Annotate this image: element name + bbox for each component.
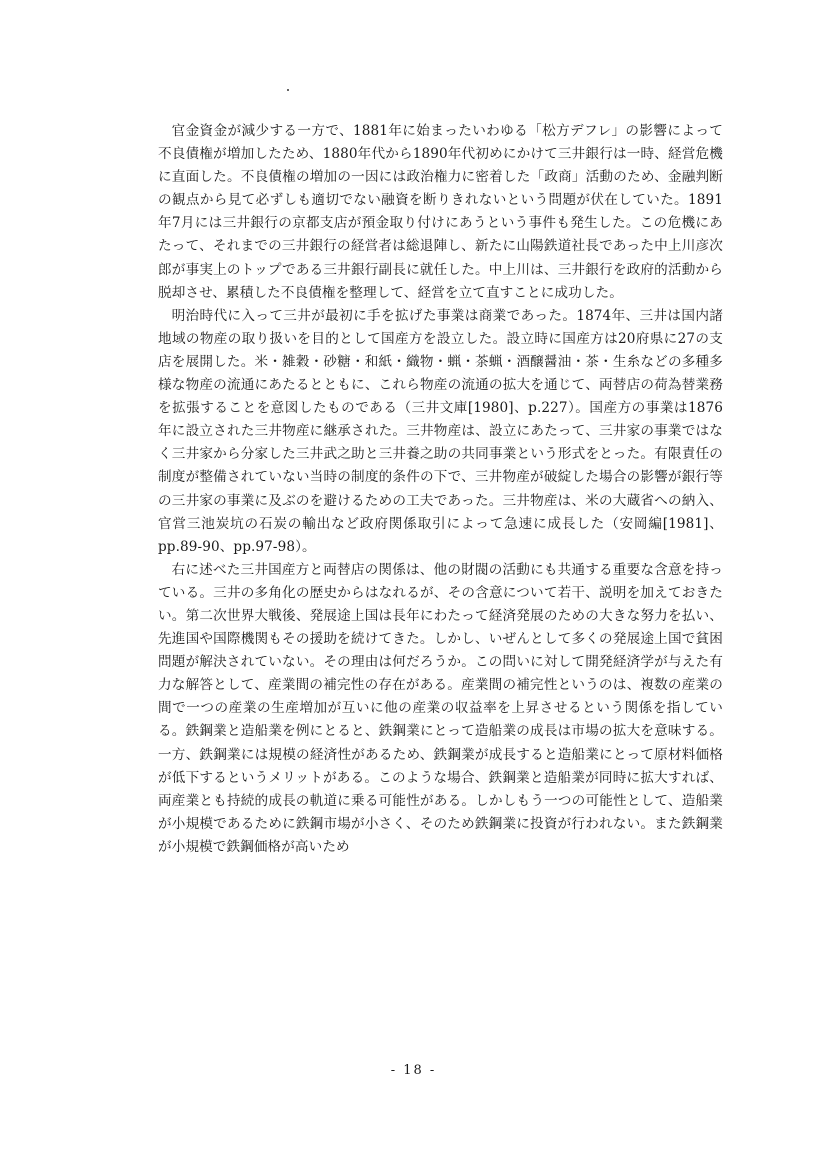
body-text xyxy=(158,120,723,859)
paragraph-3: 右に述べた三井国産方と両替店の関係は、他の財閥の活動にも共通する重要な含意を持っている。三井の多角化の歴史からはなれるが、その含意について若干、説明を加えておきたい。第二次世界大戦後、発展途上国は長年にわたって経済発展のための大きな努力を払い、先進国や国際機関もその援助を続けてきた。しかし、いぜんとして多くの発展途上国で貧困問題が解決されていない。その理由は何だろうか。この問いに対して開発経済学が与えた有力な解答として、産業間の補完性の存在がある。産業間の補完性というのは、複数の産業の間で一つの産業の生産増加が互いに他の産業の収益率を上昇させるという関係を指している。鉄鋼業と造船業を例にとると、鉄鋼業にとって造船業の成長は市場の拡大を意味する。一方、鉄鋼業には規模の経済性があるため、鉄鋼業が成長すると造船業にとって原材料価格が低下するというメリットがある。このような場合、鉄鋼業と造船業が同時に拡大すれば、両産業とも持続的成長の軌道に乗る可能性がある。しかしもう一つの可能性として、造船業が小規模であるために鉄鋼市場が小さく、そのため鉄鋼業に投資が行われない。また鉄鋼業が小規模で鉄鋼価格が高いため xyxy=(158,561,723,855)
paragraph-2: 明治時代に入って三井が最初に手を拡げた事業は商業であった。1874年、三井は国内諸地域の物産の取り扱いを目的として国産方を設立した。設立時に国産方は20府県に27の支店を展開した。米・雑穀・砂糖・和紙・織物・蝋・茶蝋・酒醸醤油・茶・生糸などの多種多様な物産の流通にあたるとともに、これら物産の流通の拡大を通じて、両替店の荷為替業務を拡張することを意図したものである（三井文庫[1980]、p.227）。国産方の事業は1876年に設立された三井物産に継承された。三井物産は、設立にあたって、三井家の事業ではなく三井家から分家した三井武之助と三井養之助の共同事業という形式をとった。有限責任の制度が整備されていない当時の制度的条件の下で、三井物産が破綻した場合の影響が銀行等の三井家の事業に及ぶのを避けるための工夫であった。三井物産は、米の大蔵省への納入、官営三池炭坑の石炭の輸出など政府関係取引によって急速に成長した（安岡編[1981]、pp.89-90、pp.97-98）。 xyxy=(158,307,723,555)
scan-speck xyxy=(287,89,289,91)
paragraph-1: 官金資金が減少する一方で、1881年に始まったいわゆる「松方デフレ」の影響によって不良債権が増加したため、1880年代から1890年代初めにかけて三井銀行は一時、経営危機に直面した。不良債権の増加の一因には政治権力に密着した「政商」活動のため、金融判断の観点から見て必ずしも適切でない融資を断りきれないという問題が伏在していた。1891年7月には三井銀行の京都支店が預金取り付けにあうという事件も発生した。この危機にあたって、それまでの三井銀行の経営者は総退陣し、新たに山陽鉄道社長であった中上川彦次郎が事実上のトップである三井銀行副長に就任した。中上川は、三井銀行を政府的活動から脱却させ、累積した不良債権を整理して、経営を立て直すことに成功した。 xyxy=(158,123,723,301)
page-number: - 18 - xyxy=(390,1063,437,1078)
